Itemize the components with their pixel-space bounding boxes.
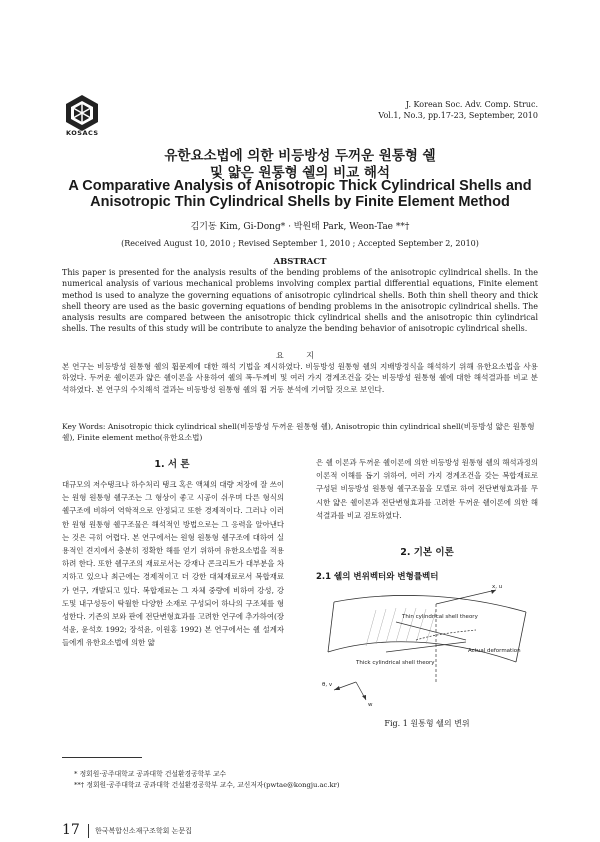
footnote-2-text: 정회원·공주대학교 공과대학 건설환경공학부 교수, 교신저자(pwtae@kongju.ac.kr) bbox=[86, 781, 340, 789]
footnote-1 bbox=[74, 768, 226, 778]
shell-outer-surface bbox=[334, 595, 526, 612]
logo-text: KOSACS bbox=[66, 129, 99, 137]
title-korean-line-1: 유한요소법에 의한 비등방성 두꺼운 원통형 쉘 bbox=[164, 148, 436, 164]
title-korean-line-2: 및 얇은 원통형 쉘의 비교 해석 bbox=[210, 165, 390, 181]
footnote-1-mark: * bbox=[74, 770, 78, 778]
footnote-1-text: 정회원·공주대학교 공과대학 건설환경공학부 교수 bbox=[79, 770, 227, 778]
abstract-text: This paper is presented for the analysis results of the bending problems of the anisotropic cylindrical shells. In the numerical analysis of various mechanical problems involving complex partial differential equations, Finite element method is used to analyze the governing equations of anisotropic cylindrical shells. Both thin shell theory and thick shell theory are used as the basic governing equations of bending problems in the anisotropic cylindrical shells. The analysis results are compared between the anisotropic thick cylindrical shells and the anisotropic thin cylindrical shells. The results of this study will be contribute to analyze the bending behavior of anisotropic cylindrical shells. bbox=[62, 268, 538, 334]
axis-label-w: w bbox=[368, 702, 373, 708]
section-2-heading: 2. 기본 이론 bbox=[400, 547, 454, 558]
authors: 김기동 Kim, Gi-Dong* · 박원태 Park, Weon-Tae **† bbox=[190, 222, 410, 232]
keywords: Key Words: Anisotropic thick cylindrical shell(비등방성 두꺼운 원통형 쉘), Anisotropic thin cylindrical shell(비등방성 얇은 원통형 쉘), Finite element metho(유한요소법) bbox=[62, 422, 535, 443]
title-english-line-1: A Comparative Analysis of Anisotropic Thick Cylindrical Shells and bbox=[68, 178, 532, 194]
section-1-text: 대규모의 저수탱크나 하수처리 탱크 혹은 액체의 대량 저장에 잘 쓰이는 원형 원통형 쉘구조는 그 형상이 좋고 시공이 쉬우며 다른 형식의 쉘구조에 비하여 역학적으로 안정되고 또한 경제적이다. 그러나 이러한 원형 원통형 쉘구조물은 해석적인 방법으로는 그 응력을 알아낸다는 것은 극히 어렵다. 본 연구에서는 원형 원통형 쉘구조에 대하여 실용적인 견지에서 충분히 정확한 해를 얻기 위하여 유한요소법을 적용하려 한다. 또한 쉘구조의 재료로서는 강재나 콘크리트가 대부분을 차지하고 있으나 최근에는 경제적이고 더 강한 대체재료로서 복합재료가 연구, 개발되고 있다. 복합재료는 그 자체 중량에 비하여 강성, 강도및 내구성등이 탁월한 다양한 소재로 구성되어 하나의 구조체를 형성한다. 기존의 보와 판에 전단변형효과를 고려한 연구에 추가하여(장석윤, 윤석호 1992; 장석윤, 이원홍 1992) 본 연구에서는 쉘 설계자들에게 유한요소법에 의한 얇 bbox=[62, 480, 284, 648]
footer-journal-name: 한국복합신소재구조학회 논문집 bbox=[95, 827, 192, 835]
journal-info bbox=[378, 99, 538, 121]
yoji-heading: 요 지 bbox=[276, 351, 324, 360]
title-english-line-2: Anisotropic Thin Cylindrical Shells by Finite Element Method bbox=[90, 194, 510, 210]
figure-caption: Fig. 1 원통형 쉘의 변위 bbox=[384, 719, 470, 728]
section-2-1-heading: 2.1 쉘의 변위벡터와 변형률벡터 bbox=[316, 572, 439, 582]
received-dates: (Received August 10, 2010 ; Revised September 1, 2010 ; Accepted September 2, 2010) bbox=[121, 239, 479, 248]
label-thin-theory: Thin cylindrical shell theory bbox=[402, 614, 478, 620]
section-1-heading: 1. 서 론 bbox=[154, 459, 190, 470]
axis-label-theta-v: θ, v bbox=[322, 682, 333, 688]
shell-displacement-figure bbox=[316, 582, 540, 712]
thin-shell-deformation-line bbox=[396, 622, 466, 640]
label-actual-deformation: Actual deformation bbox=[468, 648, 521, 654]
yoji-text: 본 연구는 비등방성 원통형 쉘의 휨문제에 대한 해석 기법을 제시하였다. 비등방성 원통형 쉘의 지배방정식을 해석하기 위해 유한요소법을 사용하였다. 두꺼운 쉘이론과 얇은 쉘이론을 사용하여 쉘의 폭-두께비 및 여러 가지 경계조건을 갖는 비등방성 원통형 쉘에 대한 해석결과를 비교 분석하였다. 본 연구의 수치해석 결과는 비등방성 원통형 쉘의 휨 거동 분석에 기여할 것으로 보인다. bbox=[62, 362, 538, 394]
page-number-divider bbox=[88, 824, 89, 838]
footnote-2-mark: **† bbox=[74, 781, 85, 789]
column-2-text: 은 쉘 이론과 두꺼운 쉘이론에 의한 비등방성 원통형 쉘의 해석과정의 이론적 이해를 돕기 위하여, 여러 가지 경계조건을 갖는 복합재료로 구성된 비등방성 원통형 쉘구조물을 모델로 하여 전단변형효과를 무시한 얇은 쉘이론과 전단변형효과를 고려한 두꺼운 쉘이론에 의한 해석결과를 비교 검토하였다. bbox=[316, 458, 538, 520]
axis-label-xu: x, u bbox=[492, 584, 503, 590]
footnote-rule bbox=[62, 757, 142, 758]
journal-line-2: Vol.1, No.3, pp.17-23, September, 2010 bbox=[378, 111, 538, 120]
abstract-heading: ABSTRACT bbox=[273, 257, 327, 267]
label-thick-theory: Thick cylindrical shell theory bbox=[356, 660, 435, 666]
journal-line-1: J. Korean Soc. Adv. Comp. Struc. bbox=[405, 100, 538, 109]
kosacs-logo bbox=[62, 93, 102, 133]
footnote-2 bbox=[74, 779, 340, 789]
page-number: 17 bbox=[62, 822, 80, 838]
